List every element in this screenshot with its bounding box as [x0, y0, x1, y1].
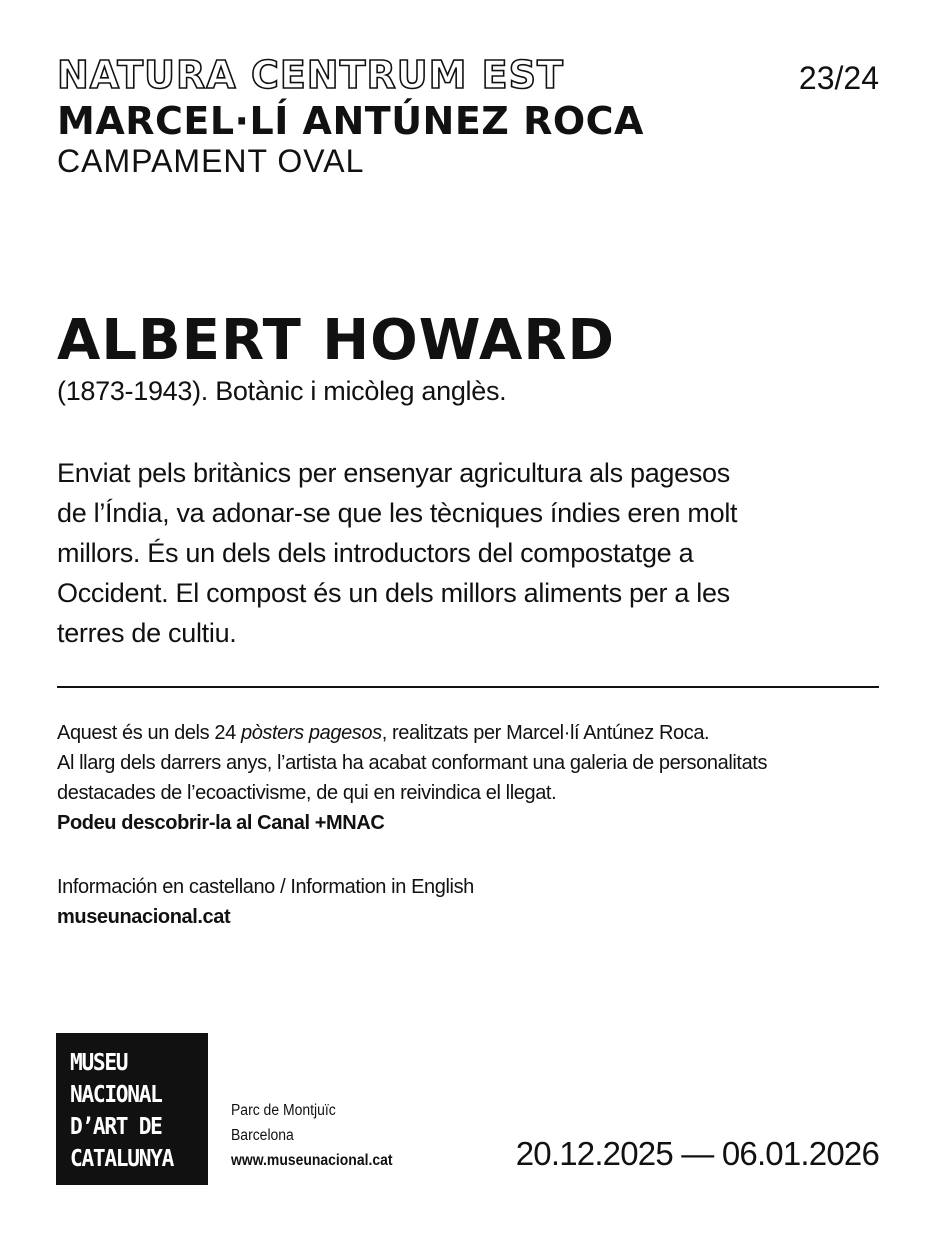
description-line: millors. És un dels dels introductors del compostatge a	[57, 538, 694, 568]
museum-logo	[56, 1033, 208, 1185]
exhibition-dates: 20.12.2025 — 06.01.2026	[515, 1135, 879, 1172]
address-city: Barcelona	[231, 1127, 294, 1144]
description-line: Occident. El compost és un dels millors aliments per a les	[57, 578, 730, 608]
address-line: Parc de Montjuïc	[231, 1102, 336, 1119]
logo-line: CATALUNYA	[70, 1146, 174, 1172]
logo-line: NACIONAL	[70, 1082, 162, 1108]
person-dates: (1873-1943). Botànic i micòleg anglès.	[57, 376, 507, 406]
logo-line: MUSEU	[70, 1050, 128, 1076]
logo-line: D’ART DE	[70, 1114, 162, 1140]
language-note: Información en castellano / Information in English	[57, 876, 474, 898]
divider	[57, 686, 879, 688]
description-line: Enviat pels britànics per ensenyar agricultura als pagesos	[57, 458, 730, 488]
info-line-2: Al llarg dels darrers anys, l’artista ha acabat conformant una galeria de personalitats	[57, 752, 768, 774]
person-description	[57, 453, 857, 653]
description-line: terres de cultiu.	[57, 618, 237, 648]
language-block	[57, 872, 474, 932]
description-line: de l’Índia, va adonar-se que les tècniques índies eren molt	[57, 498, 738, 528]
museum-address	[231, 1098, 393, 1173]
exhibition-title: CAMPAMENT OVAL	[57, 143, 365, 179]
posters-term: pòsters pagesos	[240, 722, 382, 744]
website-link[interactable]: museunacional.cat	[57, 906, 231, 928]
info-line-3: destacades de l’ecoactivisme, de qui en reivindica el llegat.	[57, 782, 557, 804]
series-title: NATURA CENTRUM EST	[57, 53, 564, 97]
canal-mnac-note: Podeu descobrir-la al Canal +MNAC	[57, 812, 385, 834]
address-website-link[interactable]: www.museunacional.cat	[231, 1152, 393, 1169]
page-number: 23/24	[798, 60, 879, 96]
info-line-1: Aquest és un dels 24 pòsters pagesos, realitzats per Marcel·lí Antúnez Roca.	[57, 722, 710, 744]
artist-name: MARCEL·LÍ ANTÚNEZ ROCA	[57, 99, 644, 143]
info-block	[57, 718, 767, 838]
person-name: ALBERT HOWARD	[57, 308, 615, 373]
